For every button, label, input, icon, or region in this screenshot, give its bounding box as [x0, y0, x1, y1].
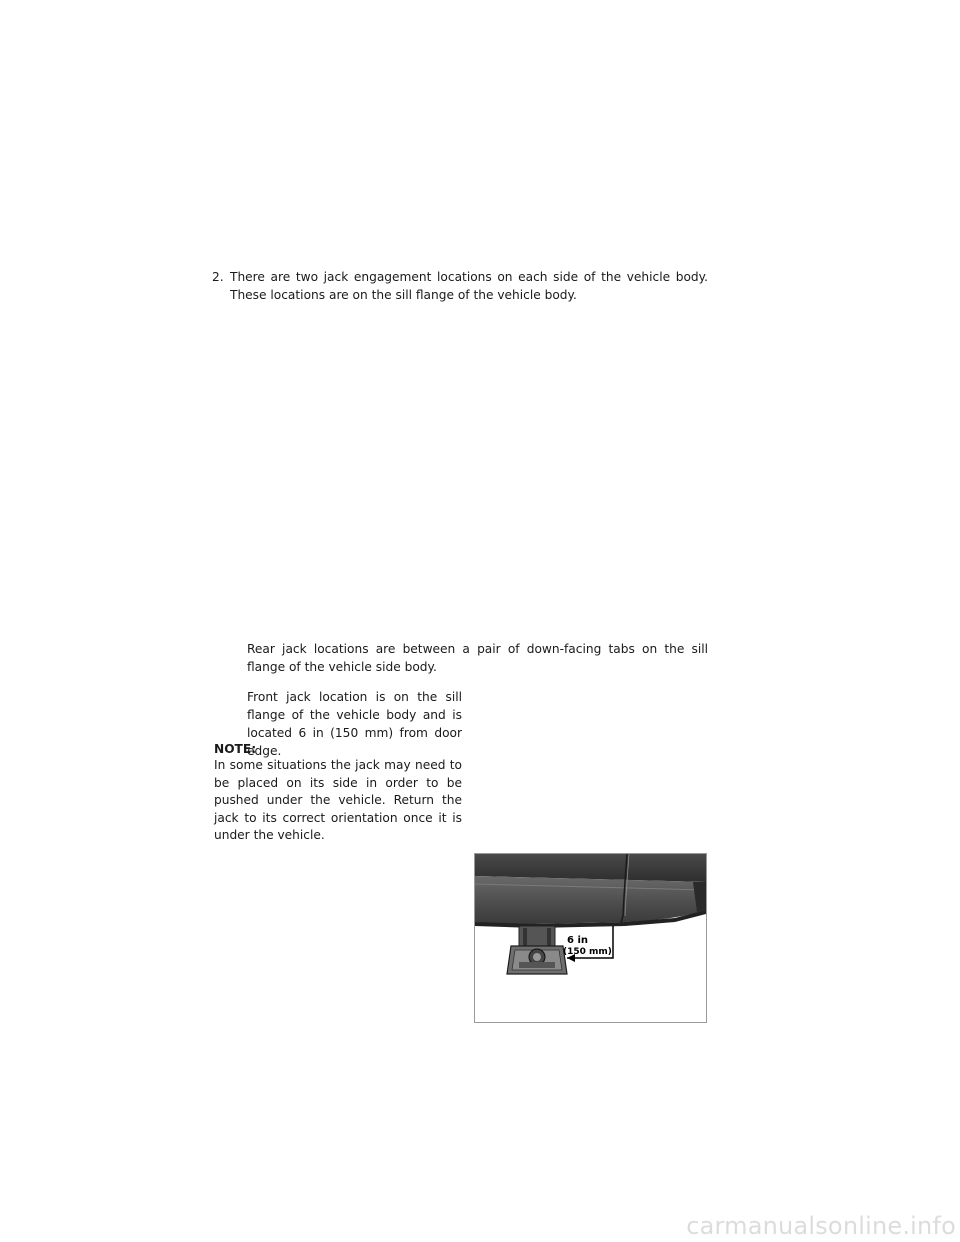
front-jack-location-figure [474, 853, 707, 1023]
note-heading: NOTE: [214, 742, 257, 756]
sill-rocker [475, 876, 706, 924]
watermark: carmanualsonline.info [686, 1212, 956, 1240]
front-jack-paragraph: Front jack location is on the sill flange of the vehicle body and is located 6 in (150 mm) from door edge. [247, 690, 462, 758]
step-number: 2. [212, 270, 224, 284]
label-mm: (150 mm) [563, 947, 612, 957]
step-2-text: There are two jack engagement locations on each side of the vehicle body. These locations are on the sill flange of the vehicle body. [230, 270, 708, 302]
step-2 [212, 268, 708, 304]
note-text: In some situations the jack may need to be placed on its side in order to be pushed under the vehicle. Return the jack to its correct orientation once it is under the vehicle. [214, 758, 462, 843]
label-in: 6 in [567, 935, 588, 946]
rear-jack-paragraph: Rear jack locations are between a pair of down-facing tabs on the sill flange of the vehicle side body. [247, 642, 708, 674]
jack-illustration [475, 854, 706, 1022]
